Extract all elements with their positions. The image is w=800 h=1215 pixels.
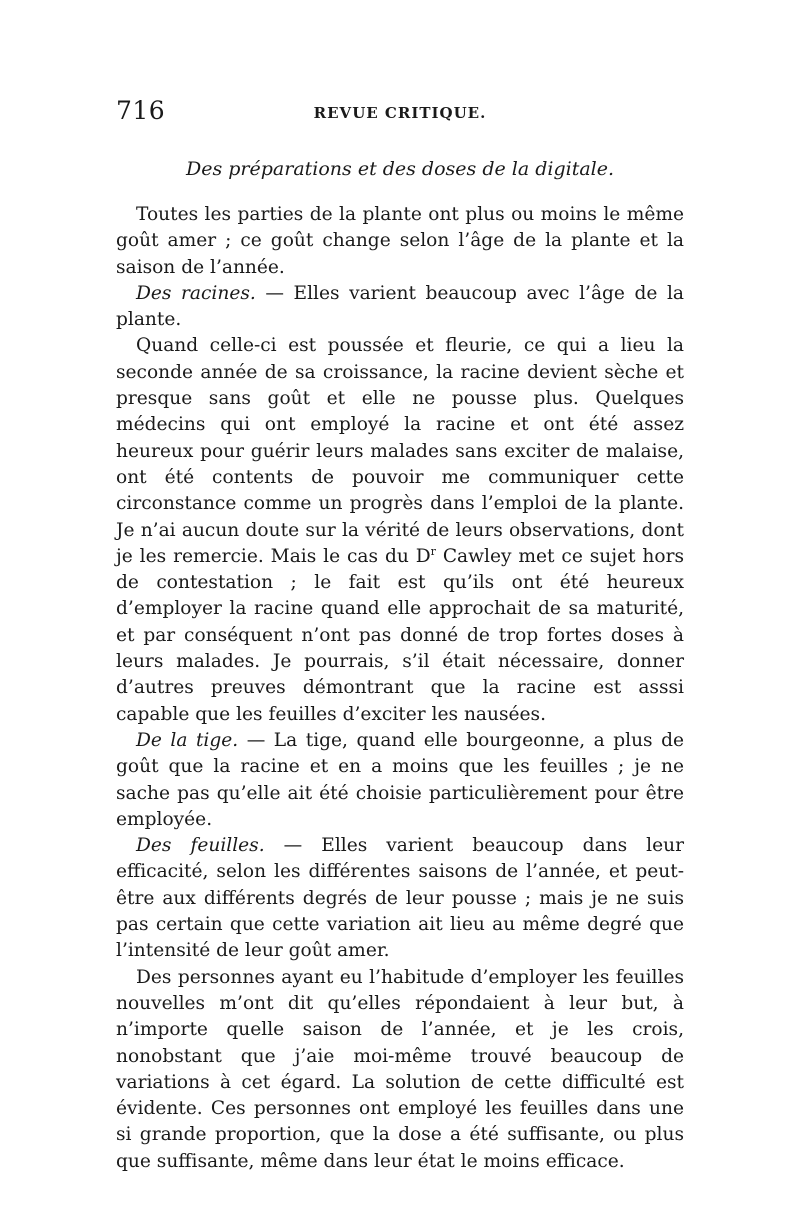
paragraph-4 — [116, 728, 684, 833]
paragraph-6: Des personnes ayant eu l’habitude d’employer les feuilles nouvelles m’ont dit qu’elles répondaient à leur but, à n’importe quelle saison de l’année, et je les crois, nonobstant que j’aie moi-même trouvé beaucoup de variations à cet égard. La solution de cette difficulté est évidente. Ces personnes ont employé les feuilles dans une si grande proportion, que la dose a été suffisante, ou plus que suffisante, même dans leur état le moins efficace. — [116, 966, 684, 1172]
paragraph-3 — [116, 333, 684, 727]
paragraph-4-label: De la tige. — [136, 729, 239, 751]
paragraph-3-text-b: Cawley met ce sujet hors de contestation ; le fait est qu’ils ont été heureux d’employer la racine quand elle approchait de sa maturité, et par conséquent n’ont pas donné de trop fortes doses à leurs malades. Je pourrais, s’il était nécessaire, donner d’autres preuves démontrant que la racine est asssi capable que les feuilles d’exciter les nausées. — [116, 545, 684, 725]
section-title: Des préparations et des doses de la digitale. — [185, 158, 615, 180]
paragraph-2-text: — Elles varient beaucoup avec l’âge de la plante. — [116, 282, 684, 331]
paragraph-5-label: Des feuilles. — [136, 835, 265, 857]
paragraph-1: Toutes les parties de la plante ont plus ou moins le même goût amer ; ce goût change selon l’âge de la plante et la saison de l’année. — [116, 204, 684, 278]
running-title: REVUE CRITIQUE. — [313, 104, 487, 122]
paragraph-5 — [116, 833, 684, 964]
paragraph-2-label: Des racines. — [136, 282, 256, 304]
paragraph-4-text: — La tige, quand elle bourgeonne, a plus de goût que la racine et en a moins que les feuilles ; je ne sache pas qu’elle ait été choisie particulièrement pour être employée. — [116, 729, 684, 830]
page-number: 716 — [116, 96, 166, 125]
paragraph-3-text-a: Quand celle-ci est poussée et fleurie, ce qui a lieu la seconde année de sa croissance, la racine devient sèche et presque sans goût et elle ne pousse plus. Quelques médecins qui ont employé la racine et ont été assez heureux pour guérir leurs malades sans exciter de malaise, ont été contents de pouvoir me communiquer cette circonstance comme un progrès dans l’emploi de la plante. Je n’ai aucun doute sur la vérité de leurs observations, dont je les remercie. Mais le cas du D — [116, 335, 684, 567]
paragraph-5-text: — Elles varient beaucoup dans leur efficacité, selon les différentes saisons de l’année, et peut-être aux différents degrés de leur pousse ; mais je ne suis pas certain que cette variation ait lieu au même degré que l’intensité de leur goût amer. — [116, 835, 684, 962]
paragraph-3-superscript: r — [430, 544, 436, 558]
page-header — [116, 96, 684, 126]
body-text — [116, 202, 684, 1175]
paragraph-2 — [116, 281, 684, 334]
